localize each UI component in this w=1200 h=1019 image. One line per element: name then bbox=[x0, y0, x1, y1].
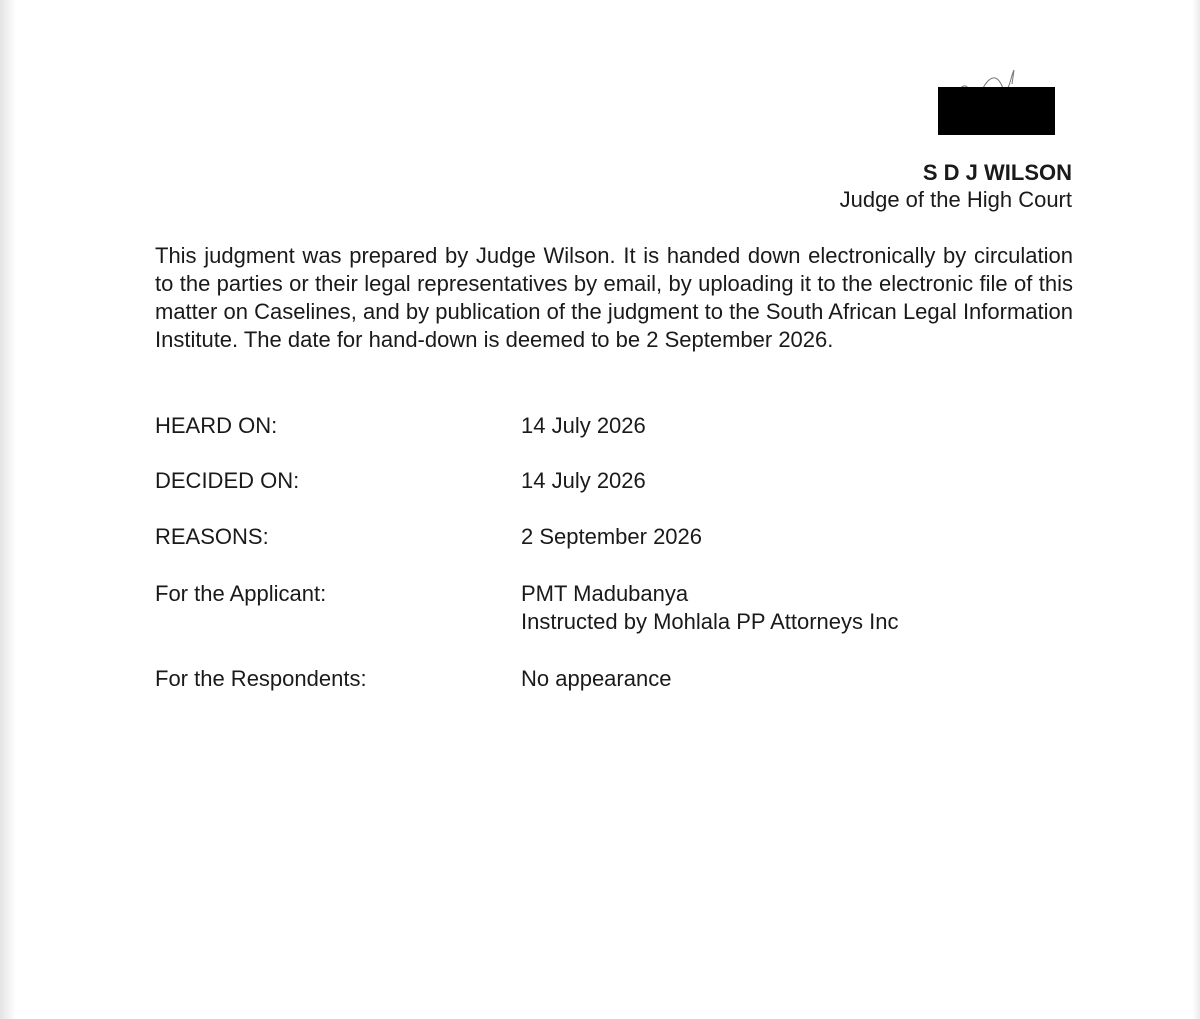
applicant-counsel: PMT Madubanya bbox=[521, 581, 689, 606]
reasons-value: 2 September 2026 bbox=[521, 524, 703, 549]
scan-shadow-left bbox=[0, 0, 16, 1019]
decided-on-label: DECIDED ON: bbox=[155, 468, 300, 493]
hand-down-notice: This judgment was prepared by Judge Wilson. It is handed down electronically by circulation to the parties or their legal representatives by email, by uploading it to the electronic file of this matter on Caselines, and by publication of the judgment to the South African Legal Information Institute. The date for hand-down is deemed to be 2 September 2026. bbox=[155, 243, 1073, 352]
signature-block bbox=[840, 160, 1072, 214]
judge-name: S D J WILSON bbox=[922, 160, 1072, 185]
judge-title: Judge of the High Court bbox=[839, 187, 1072, 212]
heard-on-label: HEARD ON: bbox=[155, 413, 278, 438]
decided-on-value: 14 July 2026 bbox=[521, 468, 646, 493]
respondents-label: For the Respondents: bbox=[155, 666, 367, 691]
applicant-instructing-attorneys: Instructed by Mohlala PP Attorneys Inc bbox=[521, 609, 899, 634]
heard-on-value: 14 July 2026 bbox=[521, 413, 646, 438]
respondents-value: No appearance bbox=[521, 666, 672, 691]
scan-shadow-right bbox=[1192, 0, 1200, 1019]
applicant-label: For the Applicant: bbox=[155, 581, 327, 606]
reasons-label: REASONS: bbox=[155, 524, 269, 549]
redaction-box bbox=[938, 87, 1055, 135]
